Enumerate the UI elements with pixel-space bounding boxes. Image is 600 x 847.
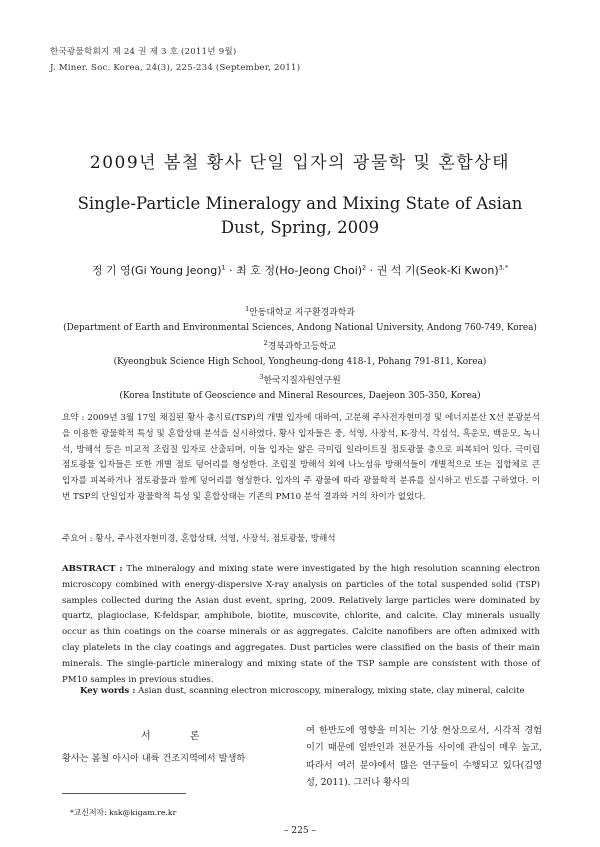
abstract-ko-text: 2009년 3월 17일 채집된 황사 총시료(TSP)의 개별 입자에 대하여, 고분해 주사전자현미경 및 에너지분산 X선 분광분석을 이용한 광물학적 특성 및 혼합상태 분석을 실시하였다. 황사 입자들은 중, 석영, 사장석, K-장석, 각섬석, 흑운모, 백운모, 녹니석, 방해석 등은 비교적 조립질 입자로 산출되며, 이들 입자는 얇은 극미립 일라이트질 점토광물 층으로 피복되어 있다. 극미립 점토광물 입자들은 또한 개별 점토 덩어리를 형성한다. 조립질 방해석 외에 나노섬유 방해석들이 개별적으로 또는 집합체로 큰 입자를 피복하거나 점토광물과 함께 덩어리를 형성한다. 입자의 주 광물에 따라 광물학적 분류를 실시하고 빈도를 구하였다. 이번 TSP의 단일입자 광물학적 특성 및 혼합상태는 기존의 PM10 분석 결과와 거의 차이가 없었다. [62, 413, 541, 502]
journal-citation [50, 44, 300, 76]
affiliation-1-en: (Department of Earth and Environmental Sciences, Andong National University, Andong 760-749, Korea) [63, 322, 537, 333]
page-number: – 225 – [284, 826, 316, 836]
author-3: 권 석 기(Seok-Ki Kwon) [376, 264, 499, 277]
author-3-mark: 3,* [498, 263, 509, 272]
corresponding-author-footnote: *교신저자: ksk@kigam.re.kr [70, 808, 177, 817]
abstract-en-label: ABSTRACT : [62, 564, 123, 574]
abstract-en-text: The mineralogy and mixing state were investigated by the high resolution scanning electron microscopy combined with energy-dispersive X-ray analysis on particles of the total suspended solid (TSP) samples collected during the Asian dust event, spring, 2009. Relatively large particles were dominated by quartz, plagioclase, K-feldspar, amphibole, biotite, muscovite, chlorite, and calcite. Clay minerals usually occur as thin coatings on the coarse minerals or as aggregates. Calcite nanofibers are often admixed with clay platelets in the clay coatings and aggregates. Dust particles were classified on the basis of their main minerals. The single-particle mineralogy and mixing state of the TSP sample are consistent with those of PM10 samples in previous studies. [62, 564, 541, 685]
keywords-en-text: Asian dust, scanning electron microscopy, mineralogy, mixing state, clay mineral, calcite [138, 686, 525, 696]
affiliation-3-name: 한국지질자원연구원 [263, 375, 341, 386]
body-text-right-column: 여 한반도에 영향을 미치는 기상 현상으로서, 시각적 경험이기 때문에 일반인과 전문가들 사이에 관심이 매우 높고, 따라서 여러 분야에서 많은 연구들이 수행되고 있다(김영성, 2011). 그러나 황사의 [306, 725, 542, 789]
affiliation-2-ko [40, 336, 560, 355]
abstract-korean [62, 411, 540, 506]
author-list [0, 262, 600, 278]
affiliation-2-num: 2 [263, 338, 268, 347]
keywords-ko-text: 황사, 주사전자현미경, 혼합상태, 석영, 사장석, 점토광물, 방해석 [95, 534, 336, 544]
journal-line-en: J. Miner. Soc. Korea, 24(3), 225-234 (September, 2011) [50, 63, 301, 73]
author-2-mark: 2 [362, 263, 367, 272]
affiliation-2-en: (Kyeongbuk Science High School, Yongheung-dong 418-1, Pohang 791-811, Korea) [113, 356, 487, 367]
keywords-ko-label: 주요어 : [62, 534, 93, 544]
section-heading-introduction: 서 론 [141, 731, 218, 742]
author-2: 최 호 정(Ho-Jeong Choi) [236, 264, 363, 277]
affiliations [40, 302, 560, 404]
affiliation-2-name: 경북과학고등학교 [267, 341, 337, 352]
keywords-en-label: Key words : [80, 686, 136, 696]
abstract-ko-label: 요약 : [62, 413, 85, 423]
author-separator: · [366, 264, 377, 277]
affiliation-3-num: 3 [259, 372, 264, 381]
journal-line-ko: 한국광물학회지 제 24 권 제 3 호 (2011년 9월) [50, 47, 237, 57]
author-1-mark: 1 [221, 263, 226, 272]
keywords-korean [62, 532, 540, 544]
keywords-english [80, 686, 540, 696]
affiliation-1-ko [40, 302, 560, 321]
abstract-english [62, 562, 540, 688]
author-1: 정 기 영(Gi Young Jeong) [91, 264, 222, 277]
affiliation-1-name: 안동대학교 지구환경과학과 [249, 307, 355, 318]
title-korean: 2009년 봄철 황사 단일 입자의 광물학 및 혼합상태 [89, 153, 511, 173]
affiliation-3-ko [40, 370, 560, 389]
affiliation-3-en: (Korea Institute of Geoscience and Mineral Resources, Daejeon 305-350, Korea) [119, 390, 481, 401]
author-separator: · [225, 264, 237, 277]
body-text-left-column: 황사는 봄철 아시아 내륙 건조지역에서 발생하 [62, 753, 246, 764]
affiliation-1-num: 1 [245, 305, 250, 313]
footnote-divider [62, 793, 186, 794]
title-english: Single-Particle Mineralogy and Mixing State of Asian Dust, Spring, 2009 [77, 194, 523, 237]
